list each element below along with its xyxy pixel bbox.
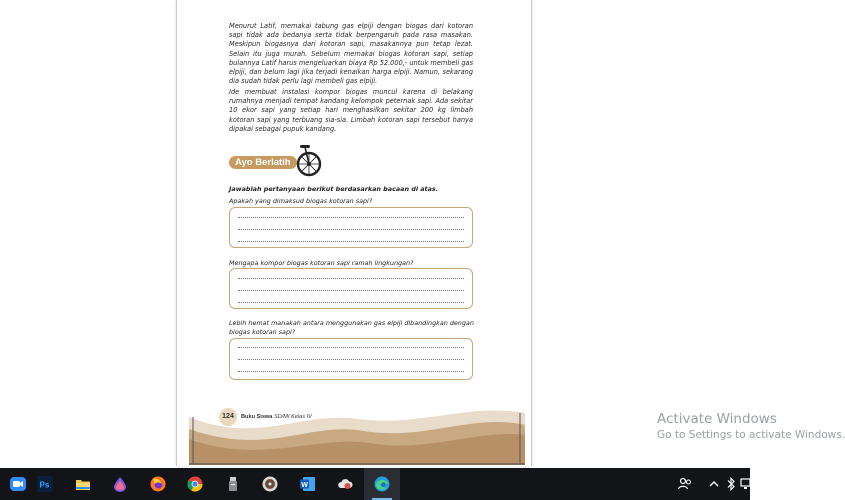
activation-watermark (657, 411, 845, 442)
question-1: Apakah yang dimaksud biogas kotoran sapi? (229, 197, 373, 205)
section-title: Ayo Berlatih (235, 157, 291, 168)
chrome-icon (187, 476, 203, 492)
question-2: Mengapa kompor biogas kotoran sapi ramah lingkungan? (229, 259, 414, 267)
network-icon[interactable] (741, 476, 750, 492)
answer-box-2[interactable] (229, 268, 473, 309)
taskbar-firefox[interactable] (140, 468, 176, 500)
taskbar-photoshop[interactable] (27, 468, 63, 500)
instruction-text: Jawablah pertanyaan berikut berdasarkan bacaan di atas. (229, 185, 439, 193)
answer-box-1[interactable] (229, 207, 473, 248)
photoshop-icon (37, 476, 53, 492)
answer-line (238, 371, 464, 372)
activation-subtitle: Go to Settings to activate Windows. (657, 429, 845, 441)
activation-title: Activate Windows (657, 411, 777, 427)
taskbar-usb-drive[interactable] (215, 468, 251, 500)
taskbar-word[interactable] (290, 468, 326, 500)
people-icon[interactable] (677, 476, 693, 492)
book-title-sub: SD/MI Kelas IV (273, 414, 312, 420)
file-explorer-icon (75, 476, 91, 492)
page-number: 124 (219, 408, 237, 426)
media-player-icon (262, 476, 278, 492)
zoom-icon (10, 476, 26, 492)
taskbar-paint[interactable] (102, 468, 138, 500)
paint-icon (112, 476, 128, 492)
answer-line (238, 347, 464, 348)
answer-line (238, 241, 464, 242)
paragraph-2: Ide membuat instalasi kompor biogas muncul karena di belakang rumahnya menjadi tempat kandang kelompok peternak sapi. Ada sekitar 10 ekor sapi yang setiap hari menghasilkan sekitar 200 kg limbah kotoran sapi yang terbuang sia-sia. Limbah kotoran sapi tersebut hanya dipakai sebagai pupuk kandang. (229, 88, 473, 133)
answer-box-3[interactable] (229, 338, 473, 380)
taskbar-media-player[interactable] (252, 468, 288, 500)
answer-line (238, 217, 464, 218)
question-3: Lebih hemat manakah antara menggunakan gas elpiji dibandingkan dengan biogas kotoran sapi? (229, 319, 474, 336)
taskbar-file-explorer[interactable] (65, 468, 101, 500)
answer-line (238, 290, 464, 291)
paragraph-1: Menurut Latif, memakai tabung gas elpiji dengan biogas dari kotoran sapi tidak ada bedanya serta tidak berpengaruh pada rasa masakan. Meskipun biogasnya dari kotoran sapi, masakannya pun tetap lezat. Selain itu juga murah. Sebelum memakai biogas kotoran sapi, setiap bulannya Latif harus mengeluarkan biaya Rp 52.000,- untuk membeli gas elpiji, dan belum lagi jika terjadi kenaikan harga elpiji. Namun, sekarang dia sudah tidak perlu lagi membeli gas elpiji. (229, 22, 473, 86)
taskbar-chrome[interactable] (177, 468, 213, 500)
unicycle-icon (292, 142, 326, 180)
section-banner (229, 156, 297, 169)
word-icon (300, 476, 316, 492)
book-title (241, 414, 312, 420)
answer-line (238, 278, 464, 279)
book-title-main: Buku Siswa (241, 414, 273, 420)
taskbar (0, 468, 750, 500)
photoshop-label: Ps (39, 480, 50, 490)
book-page (176, 0, 532, 466)
answer-line (238, 229, 464, 230)
footer-decoration (189, 405, 525, 465)
chevron-up-icon[interactable] (707, 476, 721, 492)
word-label: W (301, 481, 308, 489)
edge-icon (374, 476, 390, 492)
cloud-app-icon (337, 476, 353, 492)
taskbar-cloud-app[interactable] (327, 468, 363, 500)
answer-line (238, 359, 464, 360)
usb-drive-icon (225, 476, 241, 492)
answer-line (238, 302, 464, 303)
taskbar-edge[interactable] (364, 468, 400, 500)
firefox-icon (150, 476, 166, 492)
bluetooth-icon[interactable] (725, 476, 737, 492)
